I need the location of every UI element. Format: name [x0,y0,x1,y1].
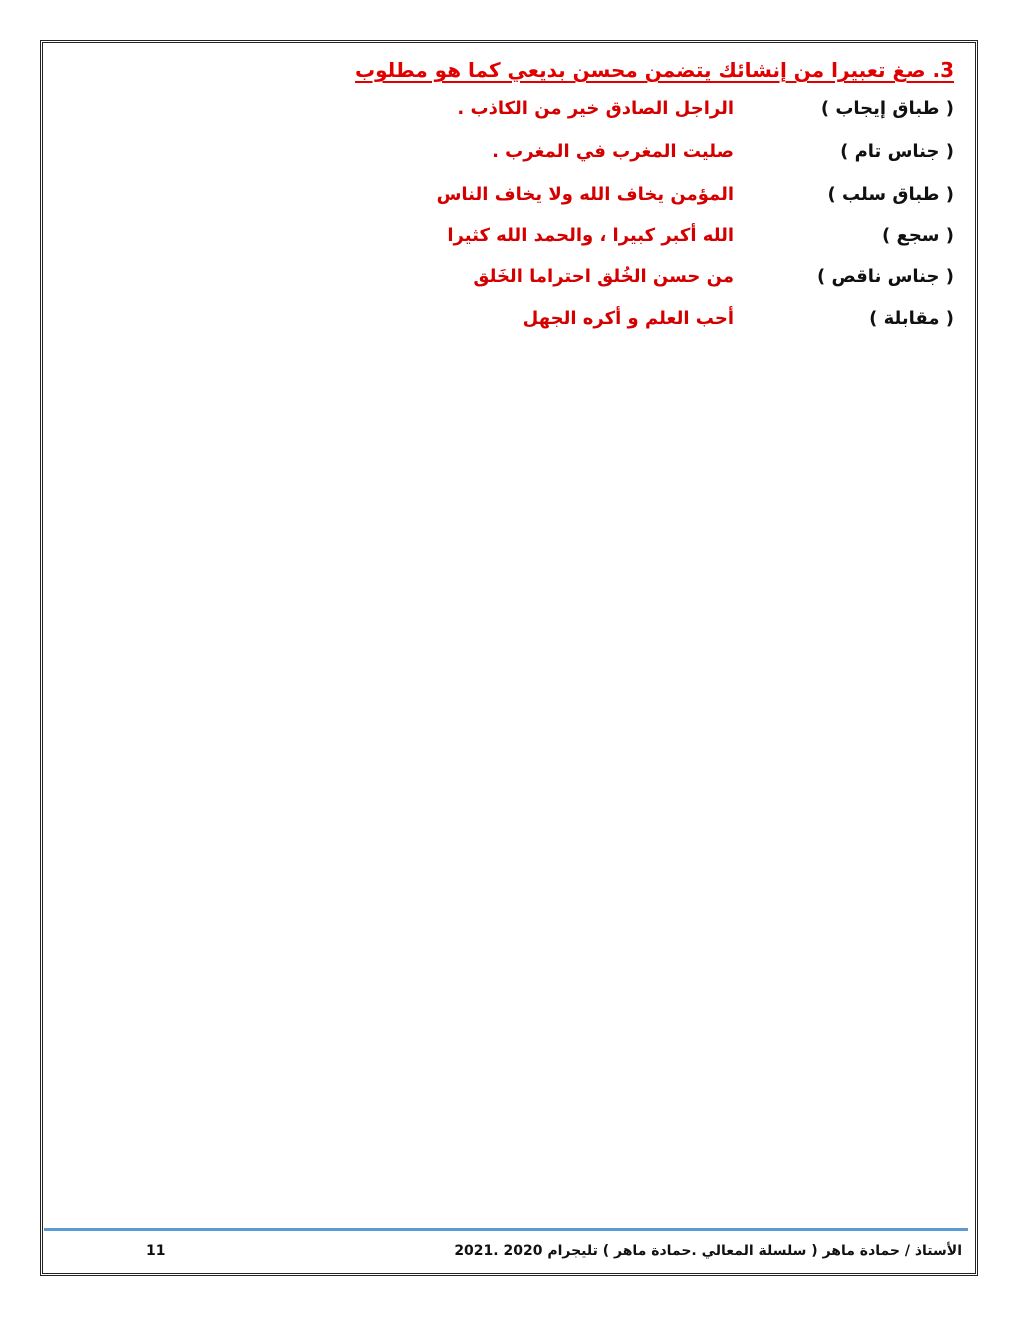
answer-row [394,308,954,338]
row-example: المؤمن يخاف الله ولا يخاف الناس [436,184,734,205]
question-title: 3. صغ تعبيرا من إنشائك يتضمن محسن بديعي كما هو مطلوب [355,58,954,82]
row-label: ( مقابلة ) [869,308,954,329]
page-number: 11 [146,1243,166,1259]
row-label: ( جناس تام ) [840,141,954,162]
row-example: أحب العلم و أكره الجهل [522,308,734,329]
row-example: صليت المغرب في المغرب . [492,141,734,162]
footer-divider [44,1228,968,1231]
row-example: من حسن الخُلق احتراما الخَلق [473,266,734,287]
row-label: ( سجع ) [882,225,954,246]
row-label: ( طباق سلب ) [827,184,954,205]
row-example: الراجل الصادق خير من الكاذب . [457,98,734,119]
answer-row [394,141,954,171]
answer-row [394,225,954,255]
answer-row [394,184,954,214]
answer-row [394,266,954,296]
answer-row [394,98,954,128]
footer-credit: الأستاذ / حمادة ماهر ( سلسلة المعالي .حمادة ماهر ) تليجرام 2020 .2021 [454,1243,962,1259]
row-label: ( طباق إيجاب ) [820,98,954,119]
row-example: الله أكبر كبيرا ، والحمد الله كثيرا [447,225,734,246]
row-label: ( جناس ناقص ) [816,266,954,287]
